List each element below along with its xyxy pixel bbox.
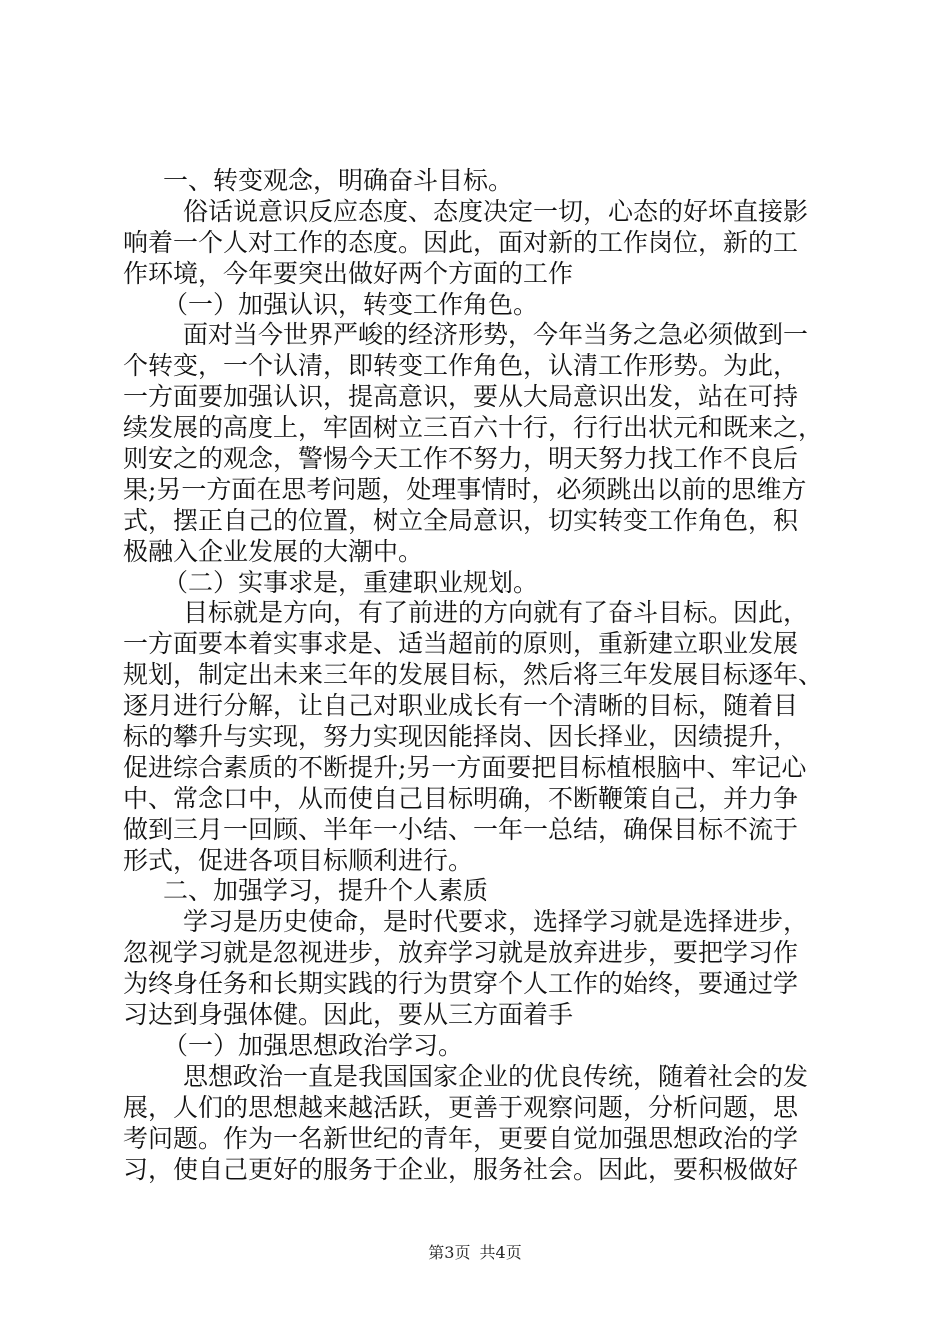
text-line: 一方面要本着实事求是、适当超前的原则，重新建立职业发展 [123, 629, 799, 659]
text-line: 作环境，今年要突出做好两个方面的工作 [123, 258, 574, 288]
text-line: 续发展的高度上，牢固树立三百六十行，行行出状元和既来之， [123, 413, 824, 443]
page-total: 共4页 [479, 1243, 522, 1262]
text-line: 面对当今世界严峻的经济形势，今年当务之急必须做到一 [183, 320, 809, 350]
text-line: 则安之的观念，警惕今天工作不努力，明天努力找工作不良后 [123, 444, 799, 474]
text-line: 极融入企业发展的大潮中。 [123, 536, 424, 566]
text-line: 展，人们的思想越来越活跃，更善于观察问题，分析问题，思 [123, 1092, 799, 1122]
text-line: 习达到身强体健。因此，要从三方面着手 [123, 1000, 574, 1030]
text-line: 目标就是方向，有了前进的方向就有了奋斗目标。因此， [183, 598, 809, 628]
text-line: 果;另一方面在思考问题，处理事情时，必须跳出以前的思维方 [123, 474, 807, 504]
text-line: 促进综合素质的不断提升;另一方面要把目标植根脑中、牢记心 [123, 752, 807, 782]
text-line: 考问题。作为一名新世纪的青年，更要自觉加强思想政治的学 [123, 1123, 799, 1153]
text-line: 规划，制定出未来三年的发展目标，然后将三年发展目标逐年、 [123, 660, 824, 690]
text-line: （一）加强思想政治学习。 [163, 1030, 464, 1060]
text-line: 一、转变观念，明确奋斗目标。 [163, 166, 514, 195]
document-body [123, 166, 833, 1185]
text-line: 个转变，一个认清，即转变工作角色，认清工作形势。为此， [123, 351, 799, 381]
text-line: （二）实事求是，重建职业规划。 [163, 567, 539, 597]
page-footer [0, 1243, 950, 1263]
text-line: 逐月进行分解，让自己对职业成长有一个清晰的目标，随着目 [123, 691, 799, 721]
text-line: 一方面要加强认识，提高意识，要从大局意识出发，站在可持 [123, 382, 799, 412]
page-number: 第3页 [428, 1243, 471, 1262]
text-line: 俗话说意识反应态度、态度决定一切，心态的好坏直接影 [183, 196, 809, 226]
text-line: 为终身任务和长期实践的行为贯穿个人工作的始终，要通过学 [123, 969, 799, 999]
text-line: 忽视学习就是忽视进步，放弃学习就是放弃进步，要把学习作 [123, 938, 799, 968]
text-line: （一）加强认识，转变工作角色。 [163, 289, 539, 319]
text-line: 习，使自己更好的服务于企业，服务社会。因此，要积极做好 [123, 1154, 799, 1184]
text-line: 形式，促进各项目标顺利进行。 [123, 845, 474, 875]
text-line: 中、常念口中，从而使自己目标明确，不断鞭策自己，并力争 [123, 783, 799, 813]
text-line: 二、加强学习，提升个人素质 [163, 876, 489, 906]
text-line: 标的攀升与实现，努力实现因能择岗、因长择业，因绩提升， [123, 722, 799, 752]
text-line: 式，摆正自己的位置，树立全局意识，切实转变工作角色，积 [123, 505, 799, 535]
text-line: 思想政治一直是我国国家企业的优良传统，随着社会的发 [183, 1061, 809, 1091]
text-line: 做到三月一回顾、半年一小结、一年一总结，确保目标不流于 [123, 814, 799, 844]
text-line: 学习是历史使命，是时代要求，选择学习就是选择进步， [183, 907, 809, 937]
text-line: 响着一个人对工作的态度。因此，面对新的工作岗位，新的工 [123, 227, 799, 257]
